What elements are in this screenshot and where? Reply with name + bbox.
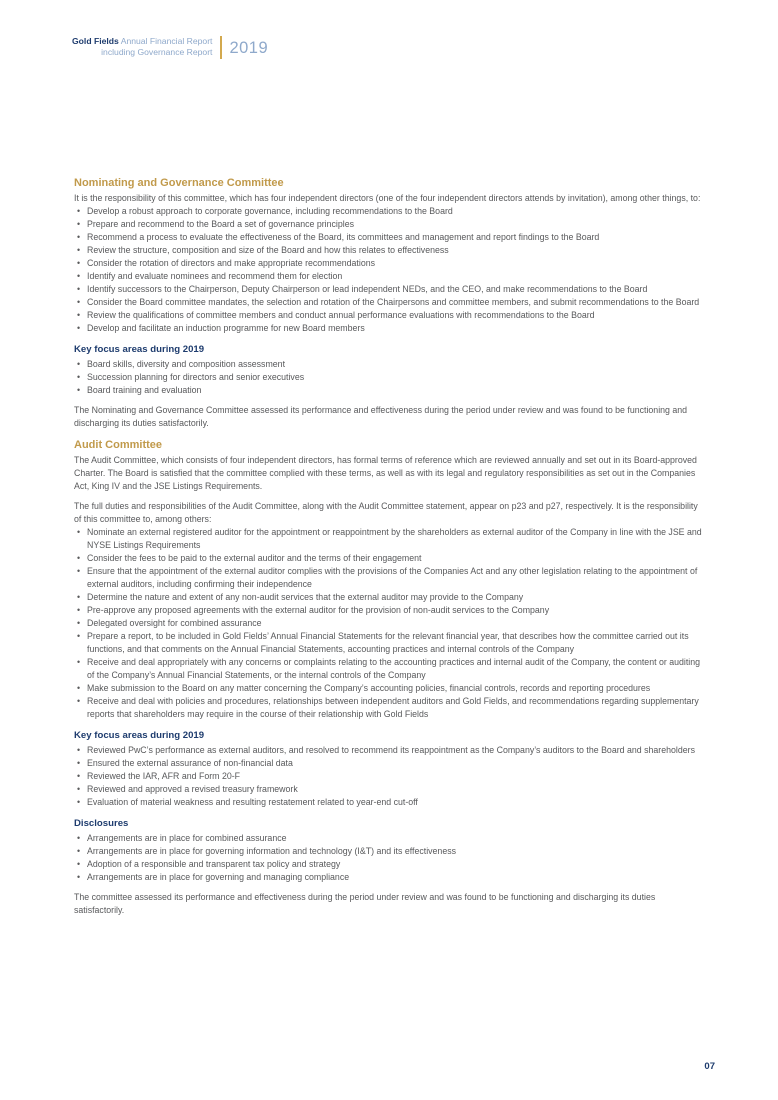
list-item: • Identify successors to the Chairperson, Deputy Chairperson or lead independent NEDs, and the CEO, and make recommendations to the Board [74, 283, 706, 296]
list-item: • Consider the Board committee mandates, the selection and rotation of the Chairpersons and committee members, and submit recommendations to the Board [74, 296, 706, 309]
list-item: • Evaluation of material weakness and resulting restatement related to year-end cut-off [74, 796, 706, 809]
disclosures-list [74, 832, 706, 884]
section-audit-committee [74, 439, 706, 917]
list-item: • Arrangements are in place for governing and managing compliance [74, 871, 706, 884]
list-item: • Consider the rotation of directors and make appropriate recommendations [74, 257, 706, 270]
list-item: • Ensure that the appointment of the external auditor complies with the provisions of the Companies Act and any other legislation relating to the appointment of external auditors, including confirming their independence [74, 565, 706, 591]
list-item: • Receive and deal with policies and procedures, relationships between independent auditors and Gold Fields, and recommendations regarding supplementary reports that shareholders may require in the course of their relationship with Gold Fields [74, 695, 706, 721]
section-title: Nominating and Governance Committee [74, 177, 284, 189]
section-closing: The committee assessed its performance and effectiveness during the period under review and was found to be functioning and discharging its duties satisfactorily. [74, 892, 656, 915]
list-item: • Identify and evaluate nominees and recommend them for election [74, 270, 706, 283]
list-item: • Adoption of a responsible and transparent tax policy and strategy [74, 858, 706, 871]
list-item: • Prepare and recommend to the Board a set of governance principles [74, 218, 706, 231]
section-paragraph: The Audit Committee, which consists of four independent directors, has formal terms of reference which are reviewed annually and set out in its Board-approved Charter. The Board is satisfied that the committee complied with these terms, as well as with its legal and regulatory responsibilities as set out in the Companies Act, King IV and the JSE Listings Requirements. [74, 455, 697, 491]
list-item: • Receive and deal appropriately with any concerns or complaints relating to the accounting practices and internal audit of the Company, the content or auditing of the Company’s Annual Financial Statements, or the internal controls of the Company [74, 656, 706, 682]
section-intro: It is the responsibility of this committee, which has four independent directors (one of the four independent directors attends by invitation), among other things, to: [74, 193, 701, 203]
list-item: • Develop a robust approach to corporate governance, including recommendations to the Board [74, 205, 706, 218]
key-focus-list [74, 358, 706, 397]
page-number: 07 [704, 1061, 715, 1072]
list-item: • Make submission to the Board on any matter concerning the Company’s accounting policies, financial controls, records and reporting procedures [74, 682, 706, 695]
section-paragraph: The full duties and responsibilities of the Audit Committee, along with the Audit Committee statement, appear on p23 and p27, respectively. It is the responsibility of this committee to, among others: [74, 501, 698, 524]
list-item: • Reviewed the IAR, AFR and Form 20-F [74, 770, 706, 783]
list-item: • Pre-approve any proposed agreements with the external auditor for the provision of non-audit services to the Company [74, 604, 706, 617]
list-item: • Delegated oversight for combined assurance [74, 617, 706, 630]
key-focus-list [74, 744, 706, 809]
report-header [72, 36, 268, 59]
report-year: 2019 [229, 39, 269, 57]
list-item: • Board skills, diversity and composition assessment [74, 358, 706, 371]
section-nominating-governance-committee [74, 177, 706, 430]
list-item: • Nominate an external registered auditor for the appointment or reappointment by the shareholders as external auditor of the Company in line with the JSE and NYSE Listings Requirements [74, 526, 706, 552]
brand-lockup [72, 36, 212, 59]
brand-line-1 [72, 36, 212, 47]
list-item: • Reviewed PwC’s performance as external auditors, and resolved to recommend its reappointment as the Company’s auditors to the Board and shareholders [74, 744, 706, 757]
page-content [74, 177, 706, 917]
list-item: • Succession planning for directors and senior executives [74, 371, 706, 384]
list-item: • Ensured the external assurance of non-financial data [74, 757, 706, 770]
responsibilities-list [74, 526, 706, 721]
list-item: • Arrangements are in place for governing information and technology (I&T) and its effectiveness [74, 845, 706, 858]
list-item: • Reviewed and approved a revised treasury framework [74, 783, 706, 796]
brand-subtitle-1: Annual Financial Report [120, 36, 213, 46]
list-item: • Develop and facilitate an induction programme for new Board members [74, 322, 706, 335]
list-item: • Recommend a process to evaluate the effectiveness of the Board, its committees and management and report findings to the Board [74, 231, 706, 244]
list-item: • Prepare a report, to be included in Gold Fields’ Annual Financial Statements for the relevant financial year, that describes how the committee carried out its functions, and that comments on the Annual Financial Statements, accounting practices and internal controls of the Company [74, 630, 706, 656]
list-item: • Arrangements are in place for combined assurance [74, 832, 706, 845]
header-gold-divider [220, 36, 222, 59]
responsibilities-list [74, 205, 706, 335]
disclosures-heading: Disclosures [74, 818, 129, 829]
list-item: • Determine the nature and extent of any non-audit services that the external auditor may provide to the Company [74, 591, 706, 604]
brand-subtitle-2: including Governance Report [101, 46, 213, 57]
key-focus-heading: Key focus areas during 2019 [74, 730, 205, 741]
list-item: • Board training and evaluation [74, 384, 706, 397]
list-item: • Review the structure, composition and size of the Board and how this relates to effectiveness [74, 244, 706, 257]
list-item: • Consider the fees to be paid to the external auditor and the terms of their engagement [74, 552, 706, 565]
key-focus-heading: Key focus areas during 2019 [74, 344, 205, 355]
list-item: • Review the qualifications of committee members and conduct annual performance evaluations with recommendations to the Board [74, 309, 706, 322]
section-closing: The Nominating and Governance Committee assessed its performance and effectiveness during the period under review and was found to be functioning and discharging its duties satisfactorily. [74, 405, 688, 428]
brand-name: Gold Fields [72, 36, 119, 46]
section-title: Audit Committee [74, 439, 162, 451]
